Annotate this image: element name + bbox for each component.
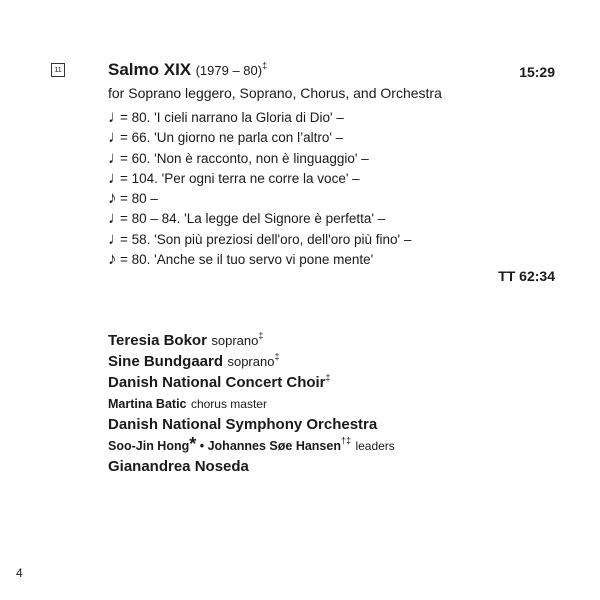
track-title-line bbox=[108, 60, 267, 80]
movement-item: ♩= 80 – 84. 'La legge del Signore è perfetta' – bbox=[108, 208, 386, 228]
performer-list bbox=[108, 330, 395, 477]
movement-item: ♩= 104. 'Per ogni terra ne corre la voce' – bbox=[108, 167, 360, 187]
performer-role: leaders bbox=[355, 439, 395, 453]
performer-soprano-2 bbox=[108, 351, 395, 372]
track-title: Salmo XIX bbox=[108, 60, 192, 79]
performer-role: soprano bbox=[227, 354, 275, 369]
performer-name: Danish National Concert Choir bbox=[108, 374, 326, 391]
performer-name: Soo-Jin Hong bbox=[108, 439, 190, 453]
performer-mark: †‡ bbox=[340, 435, 351, 446]
performer-name: Martina Batic bbox=[108, 397, 187, 411]
track-number-box: 11 bbox=[51, 63, 65, 77]
performer-mark: ‡ bbox=[258, 330, 264, 341]
performer-conductor bbox=[108, 456, 395, 477]
movement-item: ♩= 60. 'Non è racconto, non è linguaggio' – bbox=[108, 147, 369, 167]
movement-text: = 80. 'Anche se il tuo servo vi pone mente' bbox=[120, 252, 374, 268]
movement-text: = 80 – 84. 'La legge del Signore è perfetta' – bbox=[120, 211, 386, 227]
performer-orchestra bbox=[108, 414, 395, 435]
performer-chorus-master bbox=[108, 393, 395, 414]
performer-name: Gianandrea Noseda bbox=[108, 458, 249, 475]
asterisk-mark: * bbox=[189, 434, 197, 454]
performer-role: chorus master bbox=[190, 397, 267, 411]
movement-item: ♪ = 80. 'Anche se il tuo servo vi pone mente' bbox=[108, 249, 374, 269]
performer-name: Johannes Søe Hansen bbox=[207, 439, 341, 453]
movement-list bbox=[108, 108, 411, 270]
track-title-mark: ‡ bbox=[262, 60, 268, 71]
track-duration: 15:29 bbox=[519, 64, 555, 80]
movement-text: = 80 – bbox=[120, 191, 158, 207]
movement-text: = 66. 'Un giorno ne parla con l’altro' – bbox=[120, 130, 344, 146]
performer-name: Teresia Bokor bbox=[108, 332, 207, 349]
performer-mark: ‡ bbox=[274, 351, 280, 362]
movement-text: = 60. 'Non è racconto, non è linguaggio' – bbox=[120, 150, 369, 166]
performer-role: soprano bbox=[211, 333, 259, 348]
performer-name: Danish National Symphony Orchestra bbox=[108, 416, 378, 433]
movement-text: = 80. 'I cieli narrano la Gloria di Dio' – bbox=[120, 110, 344, 125]
movement-item: ♩= 66. 'Un giorno ne parla con l’altro' – bbox=[108, 127, 344, 147]
movement-text: = 58. 'Son più preziosi dell'oro, dell'oro più fino' – bbox=[120, 231, 412, 247]
track-scoring: for Soprano leggero, Soprano, Chorus, and Orchestra bbox=[108, 85, 442, 101]
performer-name: Sine Bundgaard bbox=[108, 353, 224, 370]
movement-text: = 104. 'Per ogni terra ne corre la voce' – bbox=[120, 170, 360, 186]
movement-item: ♩= 58. 'Son più preziosi dell'oro, dell'oro più fino' – bbox=[108, 228, 412, 248]
total-time: TT 62:34 bbox=[498, 268, 555, 284]
movement-item: ♩= 80. 'I cieli narrano la Gloria di Dio' – bbox=[108, 107, 344, 126]
track-years: (1979 – 80) bbox=[195, 63, 263, 78]
separator: • bbox=[196, 439, 208, 453]
performer-soprano-1 bbox=[108, 330, 395, 351]
performer-leaders bbox=[108, 435, 395, 456]
performer-mark: ‡ bbox=[325, 372, 331, 383]
movement-item: ♪ = 80 – bbox=[108, 188, 158, 208]
performer-choir bbox=[108, 372, 395, 393]
page-number: 4 bbox=[16, 566, 23, 580]
